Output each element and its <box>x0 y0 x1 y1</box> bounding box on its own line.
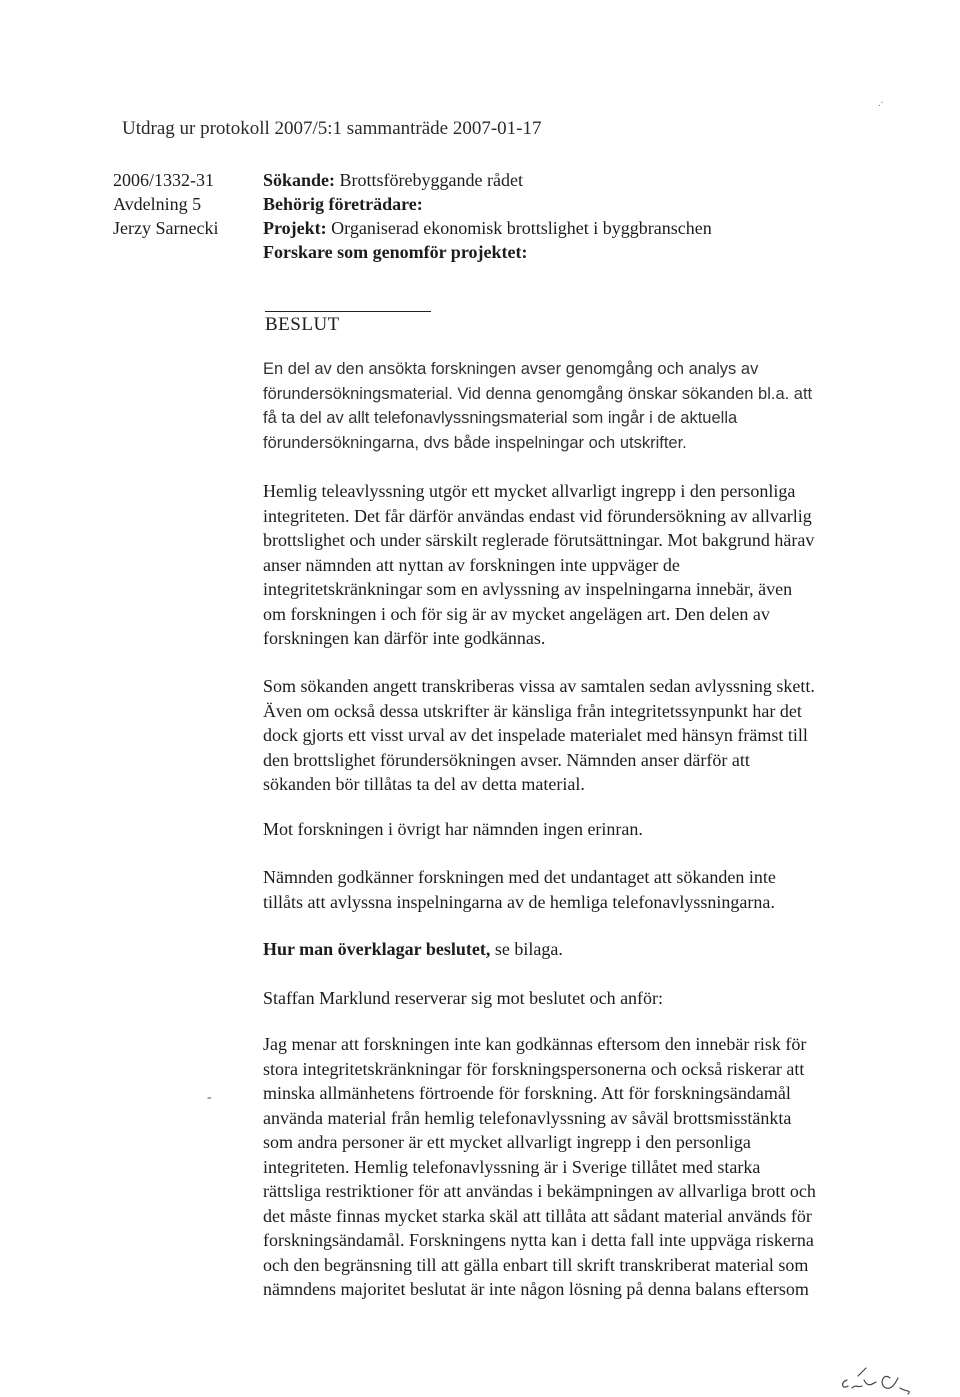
text-line: förundersökningsmaterial. Vid denna genomgång önskar sökanden bl.a. att <box>263 384 813 403</box>
representative-label: Behörig företrädare: <box>263 194 423 214</box>
text-line: integriteten. Det får därför användas endast vid förundersökning av allvarlig <box>263 505 812 526</box>
text-line: dock gjorts ett visst urval av det inspelade materialet med hänsyn främst till <box>263 725 808 745</box>
text-line: den brottslighet förundersökningen avser. Nämnden anser därför att <box>263 749 750 770</box>
text-line: tillåts att avlyssna inspelningarna av de hemliga telefonavlyssningarna. <box>263 891 775 912</box>
text-line: Staffan Marklund reserverar sig mot beslutet och anför: <box>263 988 664 1008</box>
text-line: Nämnden godkänner forskningen med det undantaget att sökanden inte <box>263 867 776 887</box>
paragraph-dissent <box>263 1032 913 1302</box>
text-line: det måste finnas mycket starka skäl att tillåta att sådant material används för <box>263 1205 812 1226</box>
decision-heading: BESLUT <box>265 314 340 335</box>
text-line: nämndens majoritet beslutat är inte någon lösning på denna balans eftersom <box>263 1279 809 1299</box>
paragraph-intro <box>263 357 913 455</box>
text-line: En del av den ansökta forskningen avser genomgång och analys av <box>263 360 759 378</box>
project-label: Projekt: <box>263 218 327 238</box>
appeal-rest-text: se bilaga. <box>490 939 563 959</box>
text-line: om forskningen i och för sig är av mycket angelägen art. Den delen av <box>263 603 770 624</box>
application-meta <box>263 168 712 264</box>
project-row <box>263 216 712 240</box>
appeal-bold-text: Hur man överklagar beslutet, <box>263 939 491 959</box>
text-line: Även om också dessa utskrifter är känsliga från integritetssynpunkt har det <box>263 700 802 721</box>
researcher-label: Forskare som genomför projektet: <box>263 242 528 262</box>
text-line: sökanden bör tillåtas ta del av detta material. <box>263 774 585 794</box>
paragraph-approval <box>263 865 913 914</box>
text-line: rättsliga restriktioner för att användas i bekämpningen av allvarliga brott och <box>263 1181 816 1201</box>
rapporteur: Jerzy Sarnecki <box>113 218 219 238</box>
text-line: integritetskränkningar som en avlyssning av inspelningarna innebär, även <box>263 579 793 599</box>
text-line <box>263 937 913 962</box>
scan-speck: .· <box>878 98 884 109</box>
case-number: 2006/1332-31 <box>113 170 214 190</box>
text-line: få ta del av allt telefonavlyssningsmaterial som ingår i de aktuella <box>263 409 738 427</box>
applicant-value: Brottsförebyggande rådet <box>339 170 523 190</box>
text-line: förundersökningarna, dvs både inspelningar och utskrifter. <box>263 433 687 452</box>
representative-row <box>263 192 712 216</box>
text-line: som andra personer är ett mycket allvarligt ingrepp i den personliga <box>263 1132 751 1152</box>
project-value: Organiserad ekonomisk brottslighet i byggbranschen <box>331 218 712 238</box>
handwritten-initials <box>838 1362 948 1397</box>
text-line: och den begränsning till att gälla enbart till skrift transkriberat material som <box>263 1254 809 1275</box>
paragraph-wiretap <box>263 479 913 651</box>
text-line: stora integritetskränkningar för forskningspersonerna och också riskerar att <box>263 1058 805 1079</box>
case-info <box>113 168 218 240</box>
researcher-row <box>263 240 712 264</box>
text-line: använda material från hemlig telefonavlyssning av såväl brottsmisstänkta <box>263 1107 792 1128</box>
text-line: anser nämnden att nyttan av forskningen inte uppväger de <box>263 554 680 575</box>
department: Avdelning 5 <box>113 194 202 214</box>
text-line: forskningsändamål. Forskningens nytta kan i detta fall inte uppväga riskerna <box>263 1230 814 1250</box>
text-line: minska allmänhetens förtroende för forskning. Att för forskningsändamål <box>263 1083 791 1103</box>
heading-rule <box>265 311 431 312</box>
text-line: Mot forskningen i övrigt har nämnden ingen erinran. <box>263 819 643 839</box>
paragraph-no-objection <box>263 817 913 842</box>
applicant-label: Sökande: <box>263 170 336 190</box>
scan-mark: - <box>207 1090 212 1105</box>
protocol-header: Utdrag ur protokoll 2007/5:1 sammanträde 2007-01-17 <box>122 118 542 139</box>
text-line: brottslighet och under särskilt reglerade förutsättningar. Mot bakgrund härav <box>263 530 815 550</box>
text-line: forskningen kan därför inte godkännas. <box>263 628 546 648</box>
text-line: Hemlig teleavlyssning utgör ett mycket allvarligt ingrepp i den personliga <box>263 481 796 501</box>
paragraph-transcripts <box>263 674 913 797</box>
text-line: Som sökanden angett transkriberas vissa av samtalen sedan avlyssning skett. <box>263 676 815 696</box>
paragraph-appeal <box>263 937 913 962</box>
text-line: Jag menar att forskningen inte kan godkännas eftersom den innebär risk för <box>263 1034 807 1054</box>
text-line: integriteten. Hemlig telefonavlyssning är i Sverige tillåtet med starka <box>263 1156 761 1177</box>
paragraph-reservation <box>263 986 913 1011</box>
applicant-row <box>263 168 712 192</box>
